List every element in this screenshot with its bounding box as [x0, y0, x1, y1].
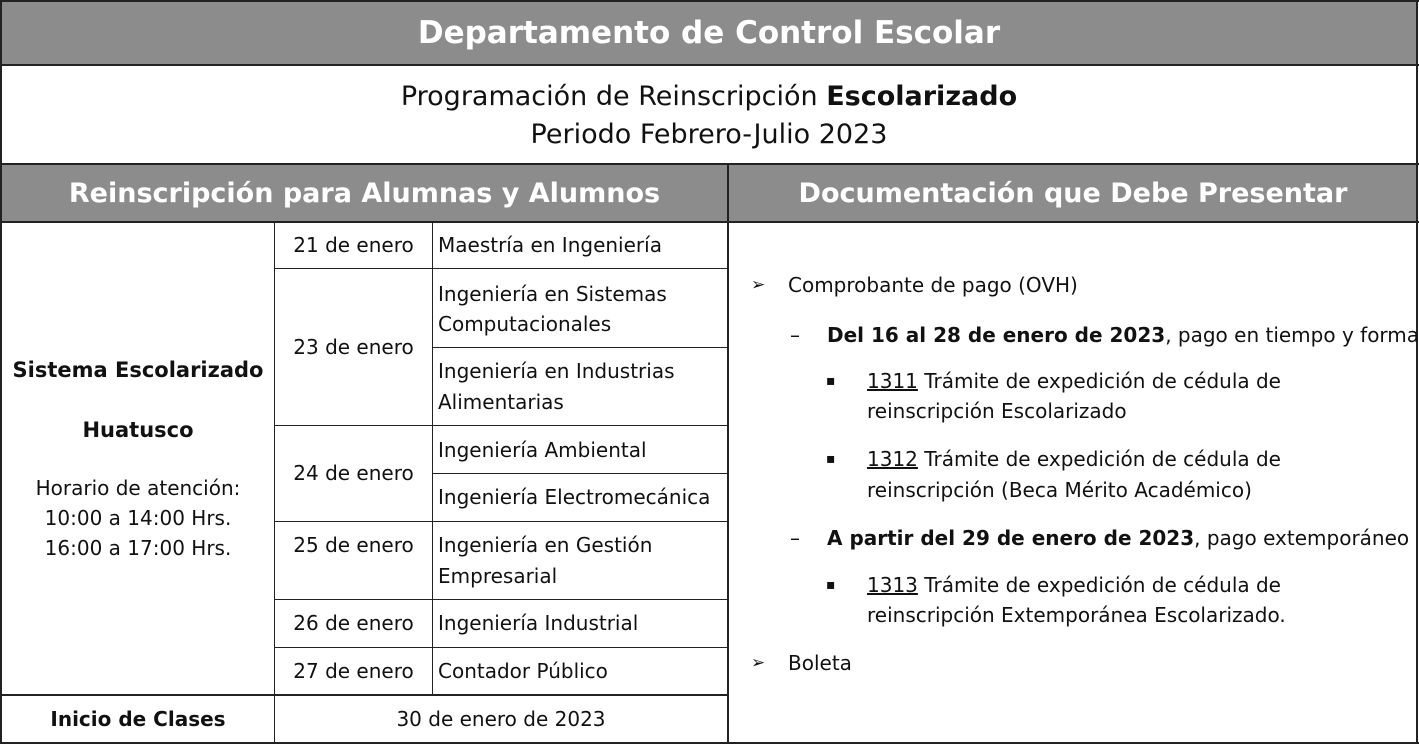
department-title: Departamento de Control Escolar [417, 15, 1001, 51]
code-1312: 1312 [867, 447, 918, 471]
date-25: 25 de enero [293, 533, 414, 557]
campus-system: Sistema Escolarizado [12, 358, 264, 382]
program-sistemas-line2: Computacionales [438, 312, 612, 336]
program-industrial: Ingeniería Industrial [438, 611, 639, 635]
date-27: 27 de enero [293, 659, 414, 683]
program-title [1, 80, 1417, 114]
program-contador: Contador Público [438, 659, 608, 683]
program-gestion-line1: Ingeniería en Gestión [438, 533, 653, 557]
doc-1311-line1 [867, 366, 1281, 397]
row-sep-23-sub [433, 347, 727, 348]
square-bullet-icon: ▪ [826, 451, 836, 467]
classes-label: Inicio de Clases [50, 707, 226, 731]
code-1311: 1311 [867, 369, 918, 393]
program-period: Periodo Febrero-Julio 2023 [530, 119, 888, 150]
row-sep-24 [275, 521, 727, 522]
dash-bullet-icon: – [790, 526, 800, 550]
row-sep-24-sub [433, 473, 727, 474]
date-26: 26 de enero [293, 611, 414, 635]
desc-1311-a: Trámite de expedición de cédula de [917, 369, 1281, 393]
arrow-bullet-icon: ➢ [751, 275, 766, 295]
department-header [1, 1, 1417, 65]
program-ambiental: Ingeniería Ambiental [438, 438, 647, 462]
late-note: , pago extemporáneo [1194, 526, 1410, 550]
row-sep-25 [275, 599, 727, 600]
divider-classes [0, 694, 728, 696]
late-dates: A partir del 29 de enero de 2023 [827, 526, 1195, 550]
doc-1311-line2: reinscripción Escolarizado [867, 399, 1127, 423]
program-title-prefix: Programación de Reinscripción [400, 81, 818, 112]
doc-payment-proof: Comprobante de pago (OVH) [788, 273, 1078, 297]
doc-1313-line1 [867, 570, 1281, 601]
program-sistemas-line1: Ingeniería en Sistemas [438, 282, 667, 306]
row-sep-26 [275, 647, 727, 648]
date-24: 24 de enero [293, 461, 414, 485]
campus-hours-label: Horario de atención: [35, 476, 241, 500]
row-sep-23 [275, 425, 727, 426]
program-electromecanica: Ingeniería Electromecánica [438, 485, 711, 509]
left-section-header [1, 165, 728, 222]
desc-1313-a: Trámite de expedición de cédula de [917, 573, 1281, 597]
doc-late [827, 523, 1409, 554]
right-section-title: Documentación que Debe Presentar [798, 178, 1348, 209]
row-sep-21 [275, 268, 727, 269]
campus-hours-1: 10:00 a 14:00 Hrs. [44, 506, 232, 530]
doc-1313-line2: reinscripción Extemporánea Escolarizado. [867, 603, 1286, 627]
divider-header [0, 64, 1419, 66]
on-time-note: , pago en tiempo y forma [1165, 323, 1419, 347]
left-section-title: Reinscripción para Alumnas y Alumnos [68, 178, 661, 209]
on-time-dates: Del 16 al 28 de enero de 2023 [827, 323, 1166, 347]
right-section-header [729, 165, 1417, 222]
classes-date: 30 de enero de 2023 [396, 707, 606, 731]
square-bullet-icon: ▪ [826, 577, 836, 593]
doc-boleta: Boleta [788, 651, 852, 675]
program-maestria: Maestría en Ingeniería [438, 233, 662, 257]
doc-1312-line2: reinscripción (Beca Mérito Académico) [867, 478, 1252, 502]
campus-hours-2: 16:00 a 17:00 Hrs. [44, 536, 232, 560]
border-top [0, 0, 1419, 2]
date-21: 21 de enero [293, 233, 414, 257]
program-alimentarias-line1: Ingeniería en Industrias [438, 359, 675, 383]
arrow-bullet-icon: ➢ [751, 653, 766, 673]
code-1313: 1313 [867, 573, 918, 597]
square-bullet-icon: ▪ [826, 373, 836, 389]
program-gestion-line2: Empresarial [438, 564, 558, 588]
border-right [1416, 0, 1418, 744]
program-title-bold: Escolarizado [826, 81, 1018, 112]
divider-section-header [0, 221, 1419, 223]
dash-bullet-icon: – [790, 323, 800, 347]
divider-date [432, 222, 433, 695]
date-23: 23 de enero [293, 335, 414, 359]
program-alimentarias-line2: Alimentarias [438, 390, 564, 414]
divider-program [0, 163, 1419, 165]
campus-name: Huatusco [82, 418, 194, 442]
doc-1312-line1 [867, 444, 1281, 475]
divider-center-vertical [727, 164, 729, 744]
doc-on-time [827, 320, 1419, 351]
desc-1312-a: Trámite de expedición de cédula de [917, 447, 1281, 471]
